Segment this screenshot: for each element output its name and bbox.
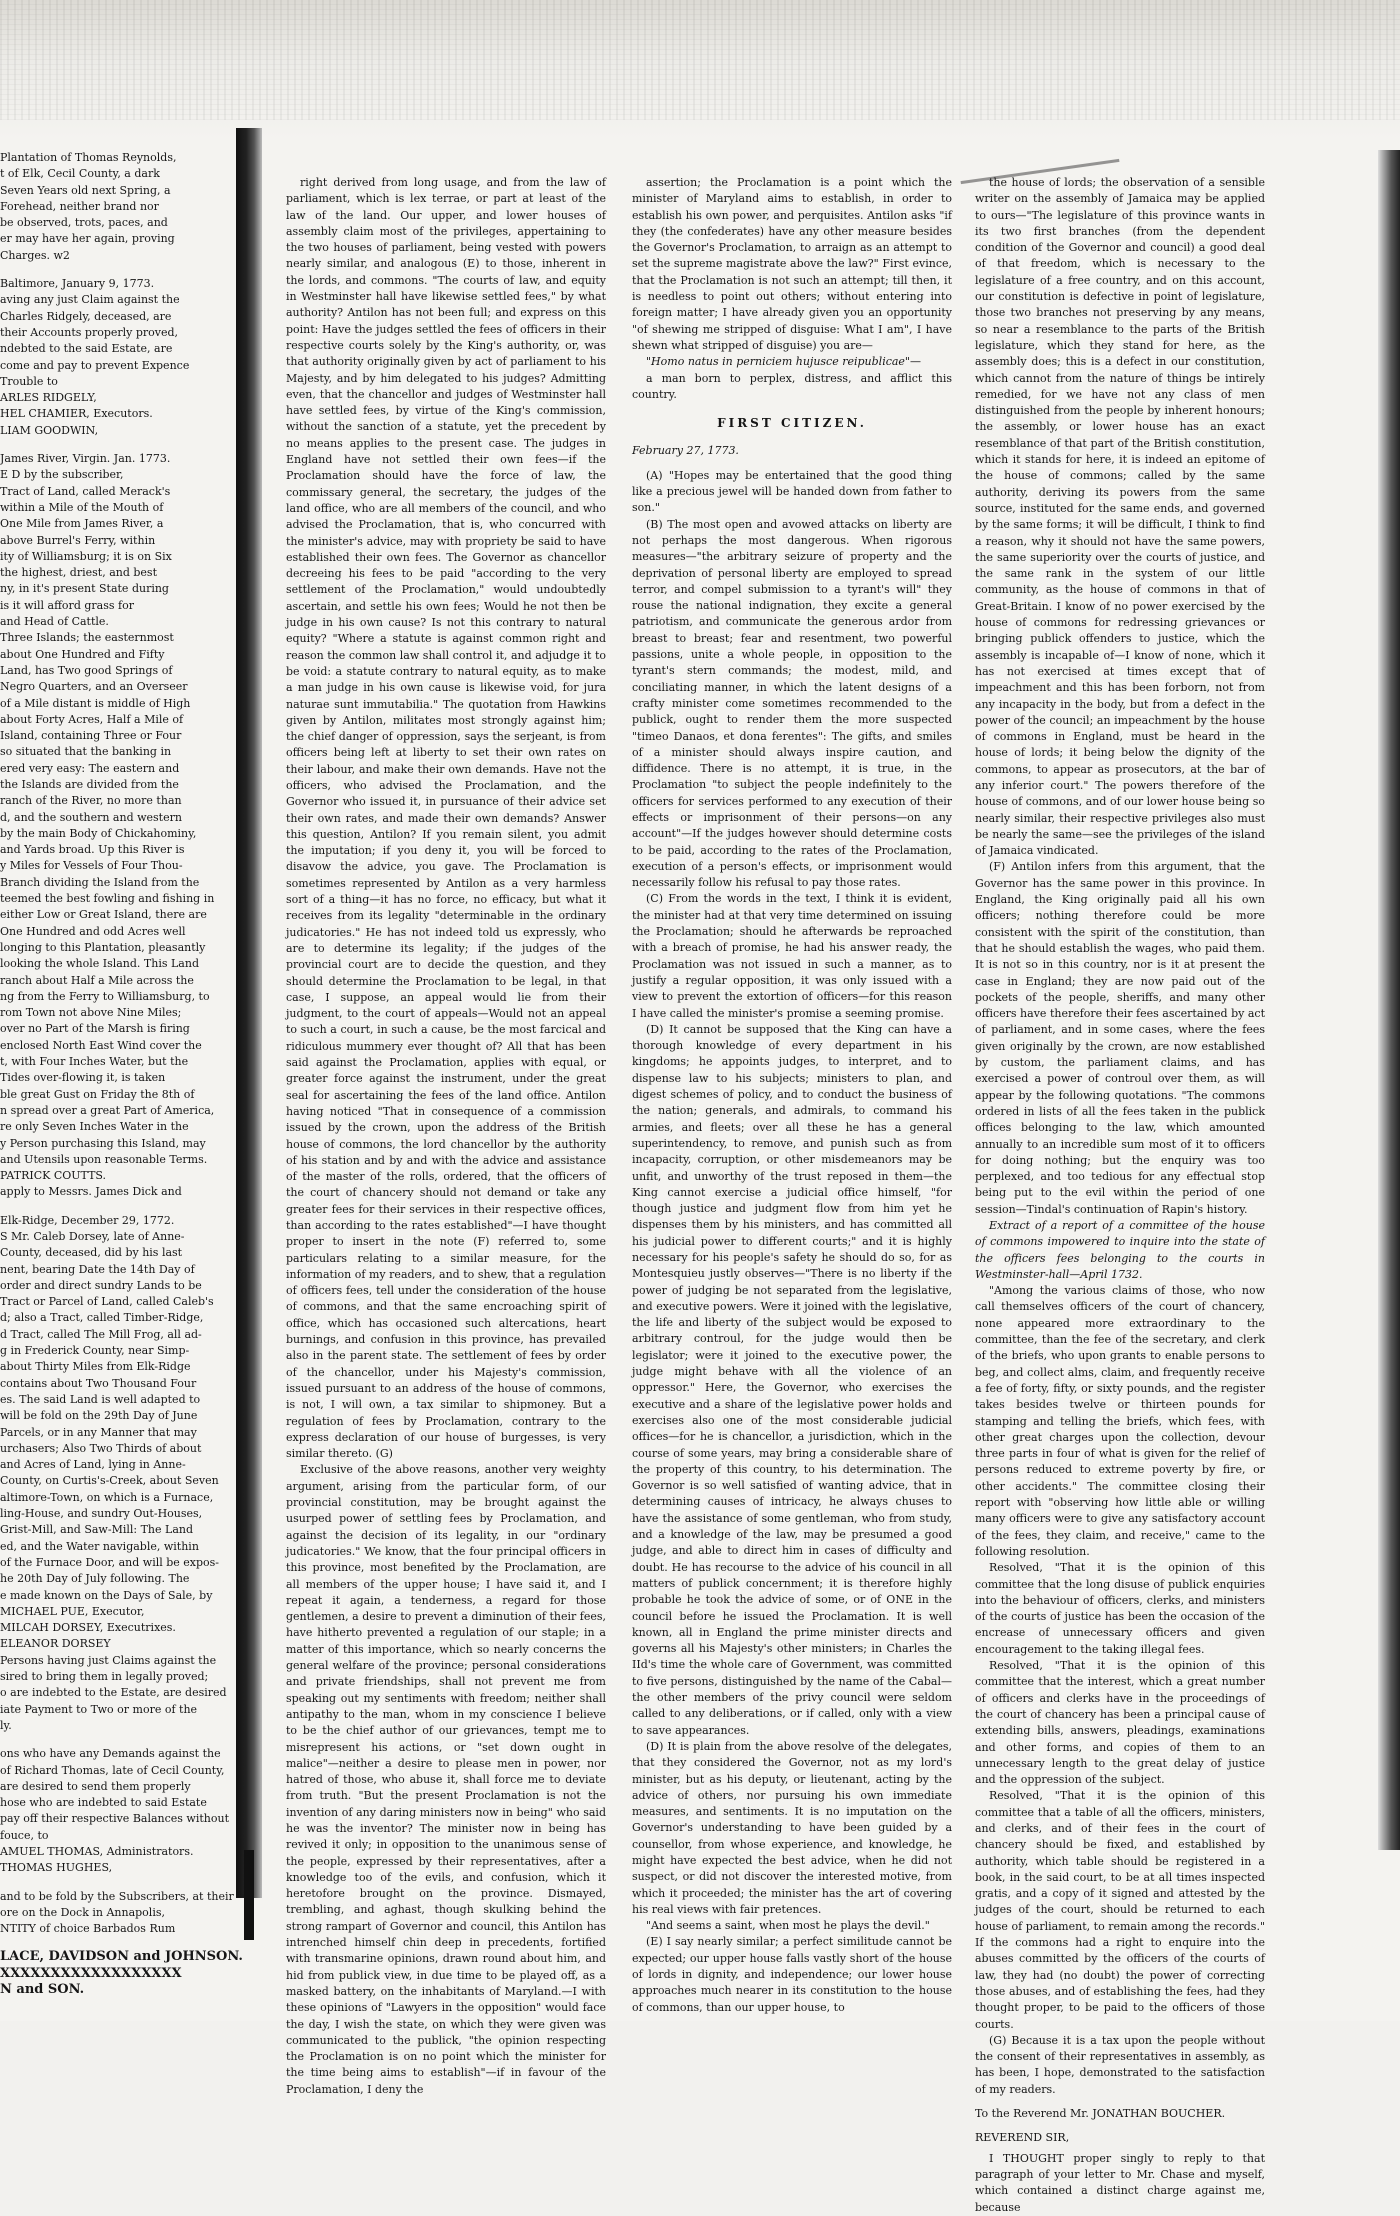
footnote: (G) Because it is a tax upon the people without the consent of their representatives in assembly, as has been, I hope, demonstrated to the satisfaction of my readers.: [975, 2033, 1265, 2096]
column-3-paragraph: (F) Antilon infers from this argument, that the Governor has the same power in this province. In England, the King originally paid all his own officers; nothing therefore could be more consistent with the spirit of the constitution, than that he should establish the wages, who paid them. It is not so in this country, nor is it at present the case in England; they are now paid out of the pockets of the people, sheriffs, and many other officers have therefore their fees ascertained by act of parliament, and in some cases, where the fees given originally by the crown, are now established by custom, the parliament claims, and has exercised a power of controul over them, as will appear by the following quotations. "The commons ordered in lists of all the fees taken in the publick offices belonging to the law, which amounted annually to an incredible sum most of it to officers for doing nothing; but the enquiry was too perplexed, and too tedious for any effectual stop being put to the evil within the period of one session—Tindal's continuation of Rapin's history.: [975, 860, 1265, 1216]
ad-line: er may have her again, proving: [0, 232, 175, 246]
ad-line: ny, in it's present State during: [0, 582, 169, 596]
page-edge-shadow: [1378, 150, 1400, 1850]
ad-line: James River, Virgin. Jan. 1773.: [0, 452, 171, 466]
ad-line: and Yards broad. Up this River is: [0, 843, 185, 857]
ad-line: over no Part of the Marsh is firing: [0, 1022, 190, 1036]
ad-line: ng from the Ferry to Williamsburg, to: [0, 989, 210, 1003]
footnote: (D) It is plain from the above resolve of the delegates, that they considered the Governor, not as my lord's minister, but as his deputy, or lieutenant, acting by the advice of others, nor pursuing his own immediate measures, and sentiments. It is no imputation on the Governor's understanding to have been guided by a counsellor, from whose experience, and knowledge, he might have expected the best advice, when he did not suspect, or did not discover the interested motive, from which it proceeded; the minister has the art of covering his real views with fair pretences.: [632, 1739, 952, 1916]
ad-line: ranch about Half a Mile across the: [0, 973, 194, 987]
ad-line: One Mile from James River, a: [0, 517, 164, 531]
ad-line: Land, has Two good Springs of: [0, 663, 173, 677]
article-column-2: [632, 175, 952, 2014]
ad-line: within a Mile of the Mouth of: [0, 500, 164, 514]
binding-gutter-lower: [244, 1850, 254, 1940]
column-3-paragraph: the house of lords; the observation of a sensible writer on the assembly of Jamaica may be applied to ours—"The legislature of this province wants in its two first branches (from the dependent condition of the Governor and council) a good deal of that freedom, which is necessary to the legislature of a free country, and on this account, our constitution is defective in point of legislature, those two branches not preserving by any means, so near a resemblance to the parts of the British legislature, which they stand for here, as the assembly does; this is a defect in our constitution, which cannot from the nature of things be intirely remedied, for we have not any class of men distinguished from the people by inherent honours; the assembly, or lower house has an exact resemblance of that part of the British constitution, which it stands for here, it is indeed an epitome of the house of commons; called by the same authority, deriving its powers from the same source, instituted for the same ends, and governed by the same forms; it will be difficult, I think to find a reason, why it should not have the same powers, the same superiority over the courts of justice, and the same rank in the system of our little community, as the house of commons in that of Great-Britain. I know of no power exercised by the house of commons for redressing grievances or bringing publick offenders to justice, which the assembly is incapable of—I know of none, which it has not exercised at times except that of impeachment and this has been forborn, not from any incapacity in the body, but from a defect in the power of the council; an impeachment by the house of commons in England, must be heard in the house of lords; it being below the dignity of the commons, to appear as prosecutors, at the bar of any inferior court." The powers therefore of the house of commons, and of our lower house being so nearly similar, their respective privileges also must be nearly the same—see the privileges of the island of Jamaica vindicated.: [975, 176, 1265, 858]
ad-separator: [0, 264, 240, 276]
footnote: (A) "Hopes may be entertained that the good thing like a precious jewel will be handed down from father to son.": [632, 468, 952, 515]
letter-opening: I THOUGHT proper singly to reply to that paragraph of your letter to Mr. Chase and myself, which contained a distinct charge against me, because: [975, 2151, 1265, 2214]
ad-line: HEL CHAMIER, Executors.: [0, 407, 153, 421]
ad-line: pay off their respective Balances without: [0, 1812, 229, 1826]
ad-line: fouce, to: [0, 1828, 49, 1842]
ad-line: e made known on the Days of Sale, by: [0, 1588, 213, 1602]
ad-line: Trouble to: [0, 374, 58, 388]
ad-line: Persons having just Claims against the: [0, 1653, 217, 1667]
ad-line: ity of Williamsburg; it is on Six: [0, 549, 172, 563]
ad-line: ly.: [0, 1718, 12, 1732]
article-column-3: [975, 175, 1265, 2214]
footnote: (C) From the words in the text, I think it is evident, the minister had at that very time determined on issuing the Proclamation; should he afterwards be reproached with a breach of promise, he had his answer ready, the Proclamation was not issued in such a manner, as to justify a regular opposition, it was only issued with a view to prevent the extortion of officers—for this reason I have called the minister's promise a seeming promise.: [632, 892, 952, 1020]
ad-line: ARLES RIDGELY,: [0, 391, 97, 405]
ad-separator: [0, 1734, 240, 1746]
ad-line: looking the whole Island. This Land: [0, 957, 199, 971]
ad-line: above Burrel's Ferry, within: [0, 533, 156, 547]
ad-separator: [0, 1877, 240, 1889]
ad-line: Tides over-flowing it, is taken: [0, 1071, 166, 1085]
footnote: (E) I say nearly similar; a perfect similitude cannot be expected; our upper house falls vastly short of the house of lords in dignity, and independence; our lower house approaches much nearer in its constitution to the house of commons, than our upper house, to: [632, 1935, 952, 2014]
ad-line: either Low or Great Island, there are: [0, 908, 207, 922]
ad-line: THOMAS HUGHES,: [0, 1861, 113, 1875]
ad-line: County, deceased, did by his last: [0, 1246, 183, 1260]
ad-line: hose who are indebted to said Estate: [0, 1796, 207, 1810]
ad-line: Forehead, neither brand nor: [0, 199, 159, 213]
ad-line: o are indebted to the Estate, are desired: [0, 1686, 227, 1700]
ad-line: MICHAEL PUE, Executor,: [0, 1604, 145, 1618]
ad-line: and Utensils upon reasonable Terms.: [0, 1152, 208, 1166]
ad-line: County, on Curtis's-Creek, about Seven: [0, 1474, 219, 1488]
letter-salutation: REVEREND SIR,: [975, 2131, 1070, 2145]
column-2-paragraph: assertion; the Proclamation is a point which the minister of Maryland aims to establish, in order to establish his own power, and perquisites. Antilon asks "if they (the confederates) have any other measure besides the Governor's Proclamation, to arraign as an attempt to set the supreme magistrate above the law?" First evince, that the Proclamation is not such an attempt; till then, it is needless to point out others; without entering into foreign matter; I have already given you an opportunity "of shewing me stripped of disguise: What I am", I have shewn what stripped of disguise) you are—: [632, 176, 952, 352]
ad-line: come and pay to prevent Expence: [0, 358, 190, 372]
ad-line: aving any just Claim against the: [0, 293, 180, 307]
ad-line: d; also a Tract, called Timber-Ridge,: [0, 1311, 204, 1325]
ad-line: altimore-Town, on which is a Furnace,: [0, 1490, 214, 1504]
column-1-paragraph: Exclusive of the above reasons, another very weighty argument, arising from the particular form, of our provincial constitution, may be brought against the usurped power of settling fees by Proclamation, and against the decision of its legality, in our "ordinary judicatories." We know, that the four principal officers in this province, most benefited by the Proclamation, are all members of the upper house; I have said it, and I repeat it again, a tenderness, a regard for those gentlemen, a desire to prevent a diminution of their fees, have hitherto prevented a regulation of our staple; in a matter of this importance, which so nearly concerns the general welfare of the province; personal considerations and private friendships, shall not prevent me from speaking out my sentiments with freedom; neither shall antipathy to the man, whom in my conscience I believe to be the chief author of our grievances, tempt me to misrepresent his actions, or "set down ought in malice"—neither a desire to please men in power, nor hatred of those, who abuse it, shall force me to deviate from truth. "But the present Proclamation is not the invention of any daring ministers now in being" who said he was the inventor? The minister now in being has revived it only; in opposition to the unanimous sense of the people, expressed by their representatives, after a knowledge too of the evils, and confusion, which it heretofore brought on the province. Dismayed, trembling, and aghast, though skulking behind the strong rampart of Governor and council, this Antilon has intrenched himself chin deep in precedents, fortified with transmarine opinions, drawn round about him, and hid from publick view, in due time to be played off, as a masked battery, on the inhabitants of Maryland.—I with these opinions of "Lawyers in the opposition" would face the day, I wish the state, on which they were given was communicated to the publick, "the opinion respecting the Proclamation is on no point which the minister for the time being aims to establish"—if in favour of the Proclamation, I deny the: [286, 1463, 606, 2096]
ad-line: Elk-Ridge, December 29, 1772.: [0, 1213, 175, 1227]
ad-line: g in Frederick County, near Simp-: [0, 1344, 190, 1358]
ad-line: Plantation of Thomas Reynolds,: [0, 151, 177, 164]
ad-line: Three Islands; the easternmost: [0, 631, 174, 645]
ad-line: by the main Body of Chickahominy,: [0, 826, 197, 840]
ad-line: Grist-Mill, and Saw-Mill: The Land: [0, 1523, 193, 1537]
ad-line: the Islands are divided from the: [0, 777, 179, 791]
ad-line: urchasers; Also Two Thirds of about: [0, 1441, 202, 1455]
ad-line: t of Elk, Cecil County, a dark: [0, 167, 160, 181]
ad-line: of the Furnace Door, and will be expos-: [0, 1555, 220, 1569]
scan-noise-top: [0, 0, 1400, 120]
ad-separator: [0, 439, 240, 451]
ad-line: PATRICK COUTTS.: [0, 1169, 107, 1183]
ad-line: ble great Gust on Friday the 8th of: [0, 1087, 195, 1101]
ad-line: he 20th Day of July following. The: [0, 1572, 190, 1586]
ad-line: teemed the best fowling and fishing in: [0, 892, 215, 906]
resolution: Resolved, "That it is the opinion of this committee that the interest, which a great number of officers and clerks have in the proceedings of the court of chancery has been a principal cause of extending bills, answers, pleadings, examinations and other forms, and copies of them to an unnecessary length to the great delay of justice and the oppression of the subject.: [975, 1659, 1265, 1787]
ad-line: contains about Two Thousand Four: [0, 1376, 197, 1390]
ad-line: N and SON.: [0, 1982, 85, 1998]
footnote-quote: "And seems a saint, when most he plays the devil.": [646, 1919, 930, 1933]
ad-line: so situated that the banking in: [0, 745, 172, 759]
ad-separator: [0, 1937, 240, 1949]
ad-line: about Forty Acres, Half a Mile of: [0, 712, 184, 726]
ad-line: Negro Quarters, and an Overseer: [0, 680, 188, 694]
ad-line: d, and the southern and western: [0, 810, 182, 824]
ad-line: One Hundred and odd Acres well: [0, 924, 186, 938]
ad-line: re only Seven Inches Water in the: [0, 1120, 189, 1134]
ad-line: are desired to send them properly: [0, 1779, 191, 1793]
ad-line: y Person purchasing this Island, may: [0, 1136, 206, 1150]
ad-line: be observed, trots, paces, and: [0, 216, 168, 230]
ad-line: about Thirty Miles from Elk-Ridge: [0, 1360, 191, 1374]
latin-quote: "Homo natus in perniciem hujusce reipublicae"—: [646, 355, 921, 369]
ad-separator: [0, 1201, 240, 1213]
ad-line: Charges. w2: [0, 248, 70, 262]
ad-line: Tract of Land, called Merack's: [0, 484, 171, 498]
letter-address: To the Reverend Mr. JONATHAN BOUCHER.: [975, 2107, 1226, 2121]
column-2-paragraph: a man born to perplex, distress, and afflict this country.: [632, 371, 952, 401]
ad-line: their Accounts properly proved,: [0, 325, 179, 339]
ad-line: is it will afford grass for: [0, 598, 134, 612]
left-page-advertisements: [0, 150, 243, 1998]
ad-line: about One Hundred and Fifty: [0, 647, 165, 661]
ad-line: of a Mile distant is middle of High: [0, 696, 191, 710]
ad-line: longing to this Plantation, pleasantly: [0, 940, 206, 954]
binding-gutter: [236, 128, 262, 1898]
ad-line: ore on the Dock in Annapolis,: [0, 1905, 165, 1919]
ad-line: of Richard Thomas, late of Cecil County,: [0, 1763, 225, 1777]
article-column-1: [286, 175, 606, 2096]
ad-line: XXXXXXXXXXXXXXXXXX: [0, 1965, 182, 1981]
ad-line: LACE, DAVIDSON and JOHNSON.: [0, 1949, 243, 1965]
ad-line: ling-House, and sundry Out-Houses,: [0, 1507, 203, 1521]
ad-line: Seven Years old next Spring, a: [0, 183, 171, 197]
footnote: (D) It cannot be supposed that the King can have a thorough knowledge of every department in his kingdoms; he appoints judges, to interpret, and to dispense law to his subjects; ministers to plan, and digest schemes of policy, and to conduct the business of the nation; generals, and admirals, to command his armies, and fleets; over all these he has a general superintendency, to remove, and punish such as from incapacity, corruption, or other misdemeanors may be unfit, and unworthy of the trust reposed in them—the King cannot exercise a judicial office himself, "for though justice and judgment flow from him yet he dispenses them by his ministers, and has committed all his judicial power to different courts;" and it is highly necessary for his people's safety he should do so, for as Montesquieu justly observes—"There is no liberty if the power of judging be not separated from the legislative, and executive powers. Were it joined with the legislative, the life and liberty of the subject would be exposed to arbitrary controul, for the judge would then be legislator; were it joined to the executive power, the judge might behave with all the violence of an oppressor." Here, the Governor, who exercises the executive and a share of the legislative power holds and exercises also one of the most considerable judicial offices—for he is chancellor, a jurisdiction, which in the course of some years, may bring a considerable share of the property of this country, to his determination. The Governor is so well satisfied of wanting advice, that in determining causes of intricacy, he always chuses to have the assistance of some gentleman, who from study, and a knowledge of the law, may be presumed a good judge, and able to direct him in cases of difficulty and doubt. He has recourse to the advice of his council in all matters of publick concernment; it is therefore highly probable he took the advice of some, or of ONE in the council before he issued the Proclamation. It is well known, all in England the prime minister directs and governs all his Majesty's other ministers; in Charles the IId's time the whole care of Government, was committed to five persons, distinguished by the name of the Cabal—the other members of the privy council were seldom called to any deliberations, or if called, only with a view to save appearances.: [632, 1022, 952, 1737]
column-1-paragraph: right derived from long usage, and from the law of parliament, which is lex terrae, or part at least of the law of the land. Our upper, and lower houses of assembly claim most of the privileges, appertaining to the two houses of parliament, being vested with powers nearly similar, and analogous (E) to those, inherent in the lords, and commons. "The courts of law, and equity in Westminster hall have likewise settled fees," by what authority? Antilon has not been full; and express on this point: Have the judges settled the fees of officers in their respective courts solely by the King's authority, or, was that authority originally given by act of parliament to his Majesty, and by him delegated to his judges? Admitting even, that the chancellor and judges of Westminster hall have settled fees, by virtue of the King's commission, without the sanction of a statute, yet the precedent by no means applies to the present case. The judges in England have not settled their own fees—if the Proclamation should have the force of law, the commissary general, the secretary, the judges of the land office, who are all members of the council, and who advised the Proclamation, that is, who concurred with the minister's advice, may with propriety be said to have established their own fees. The Governor as chancellor decreeing his fees to be paid "according to the very settlement of the Proclamation," would undoubtedly ascertain, and settle his own fees; Would he not then be judge in his own cause? Is not this contrary to natural equity? "Where a statute is against common right and reason the common law shall control it, and adjudge it to be void: a statute contrary to natural equity, as to make a man judge in his own cause is likewise void, for jura naturae sunt immutabilia." The quotation from Hawkins given by Antilon, militates most strongly against him; the chief danger of oppression, says the serjeant, is from officers being left at liberty to set their own rates on their labour, and make their own demands. Have not the officers, who advised the Proclamation, and the Governor who issued it, in pursuance of their advice set their own rates, and made their own demands? Answer this question, Antilon? If you remain silent, you admit the imputation; if you deny it, you will be forced to disavow the advice, you gave. The Proclamation is sometimes represented by Antilon as a very harmless sort of a thing—it has no force, no efficacy, but what it receives from its legality "determinable in the ordinary judicatories." He has not indeed told us expressly, who are to determine its legality; if the judges of the provincial court are to decide the question, and they should determine the Proclamation to be legal, in that case, I suppose, an appeal would lie from their judgment, to the court of appeals—Would not an appeal to such a court, in such a cause, be the most farcical and ridiculous mummery ever thought of? All that has been said against the Proclamation, applies with equal, or greater force against the instrument, under the great seal for ascertaining the fees of the land office. Antilon having noticed "That in consequence of a commission issued by the crown, upon the address of the British house of commons, the lord chancellor by the authority of his station and by and with the advice and assistance of the master of the rolls, ordered, that the officers of the court of chancery should not demand or take any greater fees for their services in their respective offices, than according to the rates established"—I have thought proper to insert in the note (F) referred to, some particulars relating to a similar measure, for the information of my readers, and to shew, that a regulation of officers fees, tell under the consideration of the house of commons, and that the same encroaching spirit of office, which has occasioned such altercations, heart burnings, and confusion in this province, has prevailed also in the parent state. The settlement of fees by order of the chancellor, under his Majesty's commission, issued pursuant to an address of the house of commons, is not, I will own, a tax similar to shipmoney. But a regulation of fees by Proclamation, contrary to the express declaration of our house of burgesses, is very similar thereto. (G): [286, 176, 606, 1461]
ad-line: ndebted to the said Estate, are: [0, 342, 173, 356]
ad-line: Island, containing Three or Four: [0, 729, 182, 743]
ad-line: the highest, driest, and best: [0, 566, 157, 580]
ad-line: rom Town not above Nine Miles;: [0, 1006, 182, 1020]
ad-line: sired to bring them in legally proved;: [0, 1670, 209, 1684]
column-3-paragraph: "Among the various claims of those, who now call themselves officers of the court of chancery, none appeared more extraordinary to the committee, than the fee of the secretary, and clerk of the briefs, who upon grants to enable persons to beg, and collect alms, claim, and frequently receive a fee of forty, fifty, or sixty pounds, and the register takes besides twelve or thirteen pounds for stamping and telling the briefs, which fees, with other great charges upon the collection, devour three parts in four of what is given for the relief of persons reduced to extreme poverty by fire, or other accidents." The committee closing their report with "observing how little able or willing many officers were to give any satisfactory account of the fees, they claim, and receive," came to the following resolution.: [975, 1284, 1265, 1558]
ad-line: apply to Messrs. James Dick and: [0, 1185, 182, 1199]
ad-line: MILCAH DORSEY, Executrixes.: [0, 1621, 176, 1635]
ad-line: ranch of the River, no more than: [0, 794, 182, 808]
article-date: February 27, 1773.: [632, 444, 739, 458]
ad-line: iate Payment to Two or more of the: [0, 1702, 198, 1716]
ad-line: enclosed North East Wind cover the: [0, 1038, 202, 1052]
ad-line: t, with Four Inches Water, but the: [0, 1055, 189, 1069]
ad-line: Parcels, or in any Manner that may: [0, 1425, 197, 1439]
ad-line: ed, and the Water navigable, within: [0, 1539, 199, 1553]
report-extract-heading: Extract of a report of a committee of the house of commons impowered to inquire into the state of the officers fees belonging to the courts in Westminster-hall—April 1732.: [975, 1219, 1265, 1281]
ad-line: LIAM GOODWIN,: [0, 423, 99, 437]
ad-line: ELEANOR DORSEY: [0, 1637, 111, 1651]
ad-line: order and direct sundry Lands to be: [0, 1278, 202, 1292]
ad-line: es. The said Land is well adapted to: [0, 1392, 201, 1406]
ad-line: NTITY of choice Barbados Rum: [0, 1922, 176, 1936]
resolution: Resolved, "That it is the opinion of this committee that the long disuse of publick enquiries into the behaviour of officers, clerks, and ministers of the courts of justice has been the occasion of the encrease of unnecessary officers and given encouragement to the taking illegal fees.: [975, 1561, 1265, 1656]
ad-line: Charles Ridgely, deceased, are: [0, 309, 172, 323]
ad-line: n spread over a great Part of America,: [0, 1103, 215, 1117]
ad-line: E D by the subscriber,: [0, 468, 124, 482]
ad-line: Baltimore, January 9, 1773.: [0, 277, 155, 291]
ad-line: will be fold on the 29th Day of June: [0, 1409, 198, 1423]
ad-line: nent, bearing Date the 14th Day of: [0, 1262, 195, 1276]
ad-line: d Tract, called The Mill Frog, all ad-: [0, 1327, 202, 1341]
resolution: Resolved, "That it is the opinion of this committee that a table of all the officers, ministers, and clerks, and of their fees in the court of chancery should be fixed, and established by authority, which table should be registered in a book, in the said court, to be at all times inspected gratis, and a copy of it signed and attested by the judges of the court, should be returned to each house of parliament, to remain among the records." If the commons had a right to enquire into the abuses committed by the officers of the courts of law, they had (no doubt) the power of correcting those abuses, and of establishing the fees, had they thought proper, to be paid to the officers of those courts.: [975, 1789, 1265, 2031]
ad-line: Branch dividing the Island from the: [0, 875, 200, 889]
ad-line: AMUEL THOMAS, Administrators.: [0, 1844, 194, 1858]
ad-line: and Acres of Land, lying in Anne-: [0, 1458, 186, 1472]
ad-line: and Head of Cattle.: [0, 615, 109, 629]
ad-line: S Mr. Caleb Dorsey, late of Anne-: [0, 1230, 185, 1243]
footnote: (B) The most open and avowed attacks on liberty are not perhaps the most dangerous. When rigorous measures—"the arbitrary seizure of property and the deprivation of personal liberty are employed to spread terror, and compel submission to a tyrant's will" they rouse the national indignation, they excite a general patriotism, and communicate the generous ardor from breast to breast; fear and resentment, two powerful passions, unite a whole people, in opposition to the tyrant's stern commands; the modest, mild, and conciliating manner, in which the latent designs of a crafty minister come sometimes recommended to the publick, ought to render them the more suspected "timeo Danaos, et dona ferentes": The gifts, and smiles of a minister should always inspire caution, and diffidence. There is no attempt, it is true, in the Proclamation "to subject the people indefinitely to the officers for services performed to any execution of their effects or imprisonment of their persons—on any account"—If the judges however should determine costs to be paid, according to the rates of the Proclamation, execution of a person's effects, or imprisonment would necessarily follow his refusal to pay those rates.: [632, 517, 952, 890]
ad-line: and to be fold by the Subscribers, at their: [0, 1889, 234, 1903]
ad-line: Tract or Parcel of Land, called Caleb's: [0, 1295, 214, 1309]
ad-line: ered very easy: The eastern and: [0, 761, 180, 775]
ad-line: y Miles for Vessels of Four Thou-: [0, 859, 183, 873]
author-signature: FIRST CITIZEN.: [717, 416, 867, 431]
ad-line: ons who have any Demands against the: [0, 1747, 221, 1761]
